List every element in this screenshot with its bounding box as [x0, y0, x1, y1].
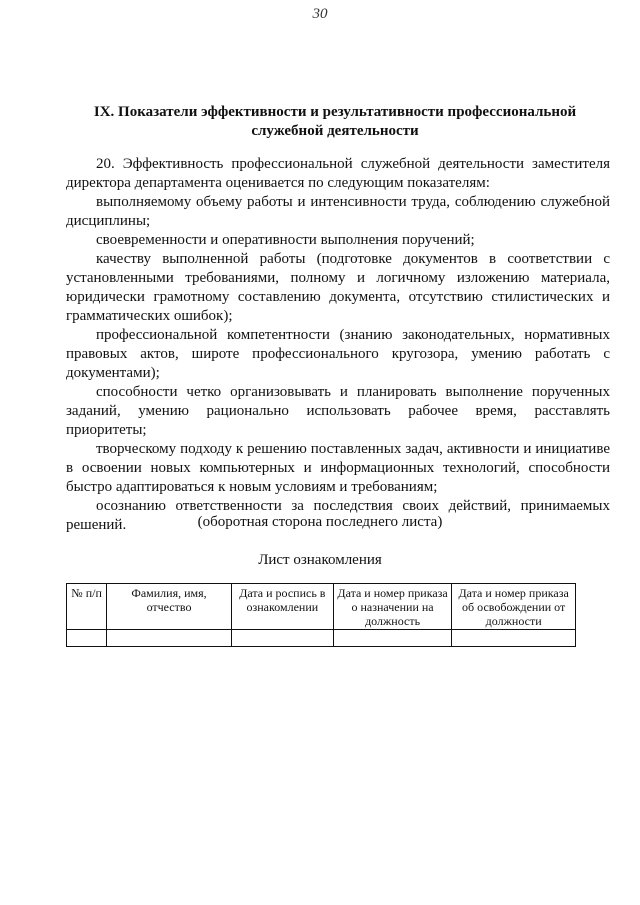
- table-cell: [231, 630, 333, 647]
- table-row: [67, 630, 576, 647]
- header-ack-date-signature: Дата и роспись в ознакомлении: [231, 584, 333, 630]
- body-text: [66, 155, 610, 535]
- page-number: 30: [312, 6, 328, 22]
- section-title: IX. Показатели эффективности и результативности профессиональной служебной деятельности: [93, 104, 577, 139]
- header-appointment-order: Дата и номер приказа о назначении на должность: [333, 584, 451, 630]
- paragraph: способности четко организовывать и планировать выполнение порученных заданий, умению рационально использовать рабочее время, расставлять приоритеты;: [66, 384, 610, 438]
- table-cell: [452, 630, 576, 647]
- paragraph: качеству выполненной работы (подготовке документов в соответствии с установленными требованиями, полному и логичному изложению материала, юридически грамотному составлению документа, отсутствию стилистических и грамматических ошибок);: [66, 251, 610, 324]
- header-number: № п/п: [67, 584, 107, 630]
- acknowledgement-sheet-title: Лист ознакомления: [258, 552, 382, 568]
- acknowledgement-table: [66, 583, 576, 647]
- table-cell: [333, 630, 451, 647]
- back-side-note: (оборотная сторона последнего листа): [197, 514, 443, 530]
- header-dismissal-order: Дата и номер приказа об освобождении от должности: [452, 584, 576, 630]
- table-header-row: [67, 584, 576, 630]
- paragraph: творческому подходу к решению поставленных задач, активности и инициативе в освоении новых компьютерных и информационных технологий, способности быстро адаптироваться к новым условиям и требованиям;: [66, 441, 610, 495]
- paragraph: выполняемому объему работы и интенсивности труда, соблюдению служебной дисциплины;: [66, 194, 610, 229]
- paragraph: своевременности и оперативности выполнения поручений;: [96, 232, 475, 248]
- paragraph: осознанию ответственности за последствия своих действий, принимаемых решений.: [66, 498, 610, 533]
- header-full-name: Фамилия, имя, отчество: [107, 584, 232, 630]
- table-cell: [67, 630, 107, 647]
- table-cell: [107, 630, 232, 647]
- paragraph: профессиональной компетентности (знанию законодательных, нормативных правовых актов, широте профессионального кругозора, умению работать с документами);: [66, 327, 610, 381]
- paragraph: 20. Эффективность профессиональной служебной деятельности заместителя директора департамента оценивается по следующим показателям:: [66, 156, 610, 191]
